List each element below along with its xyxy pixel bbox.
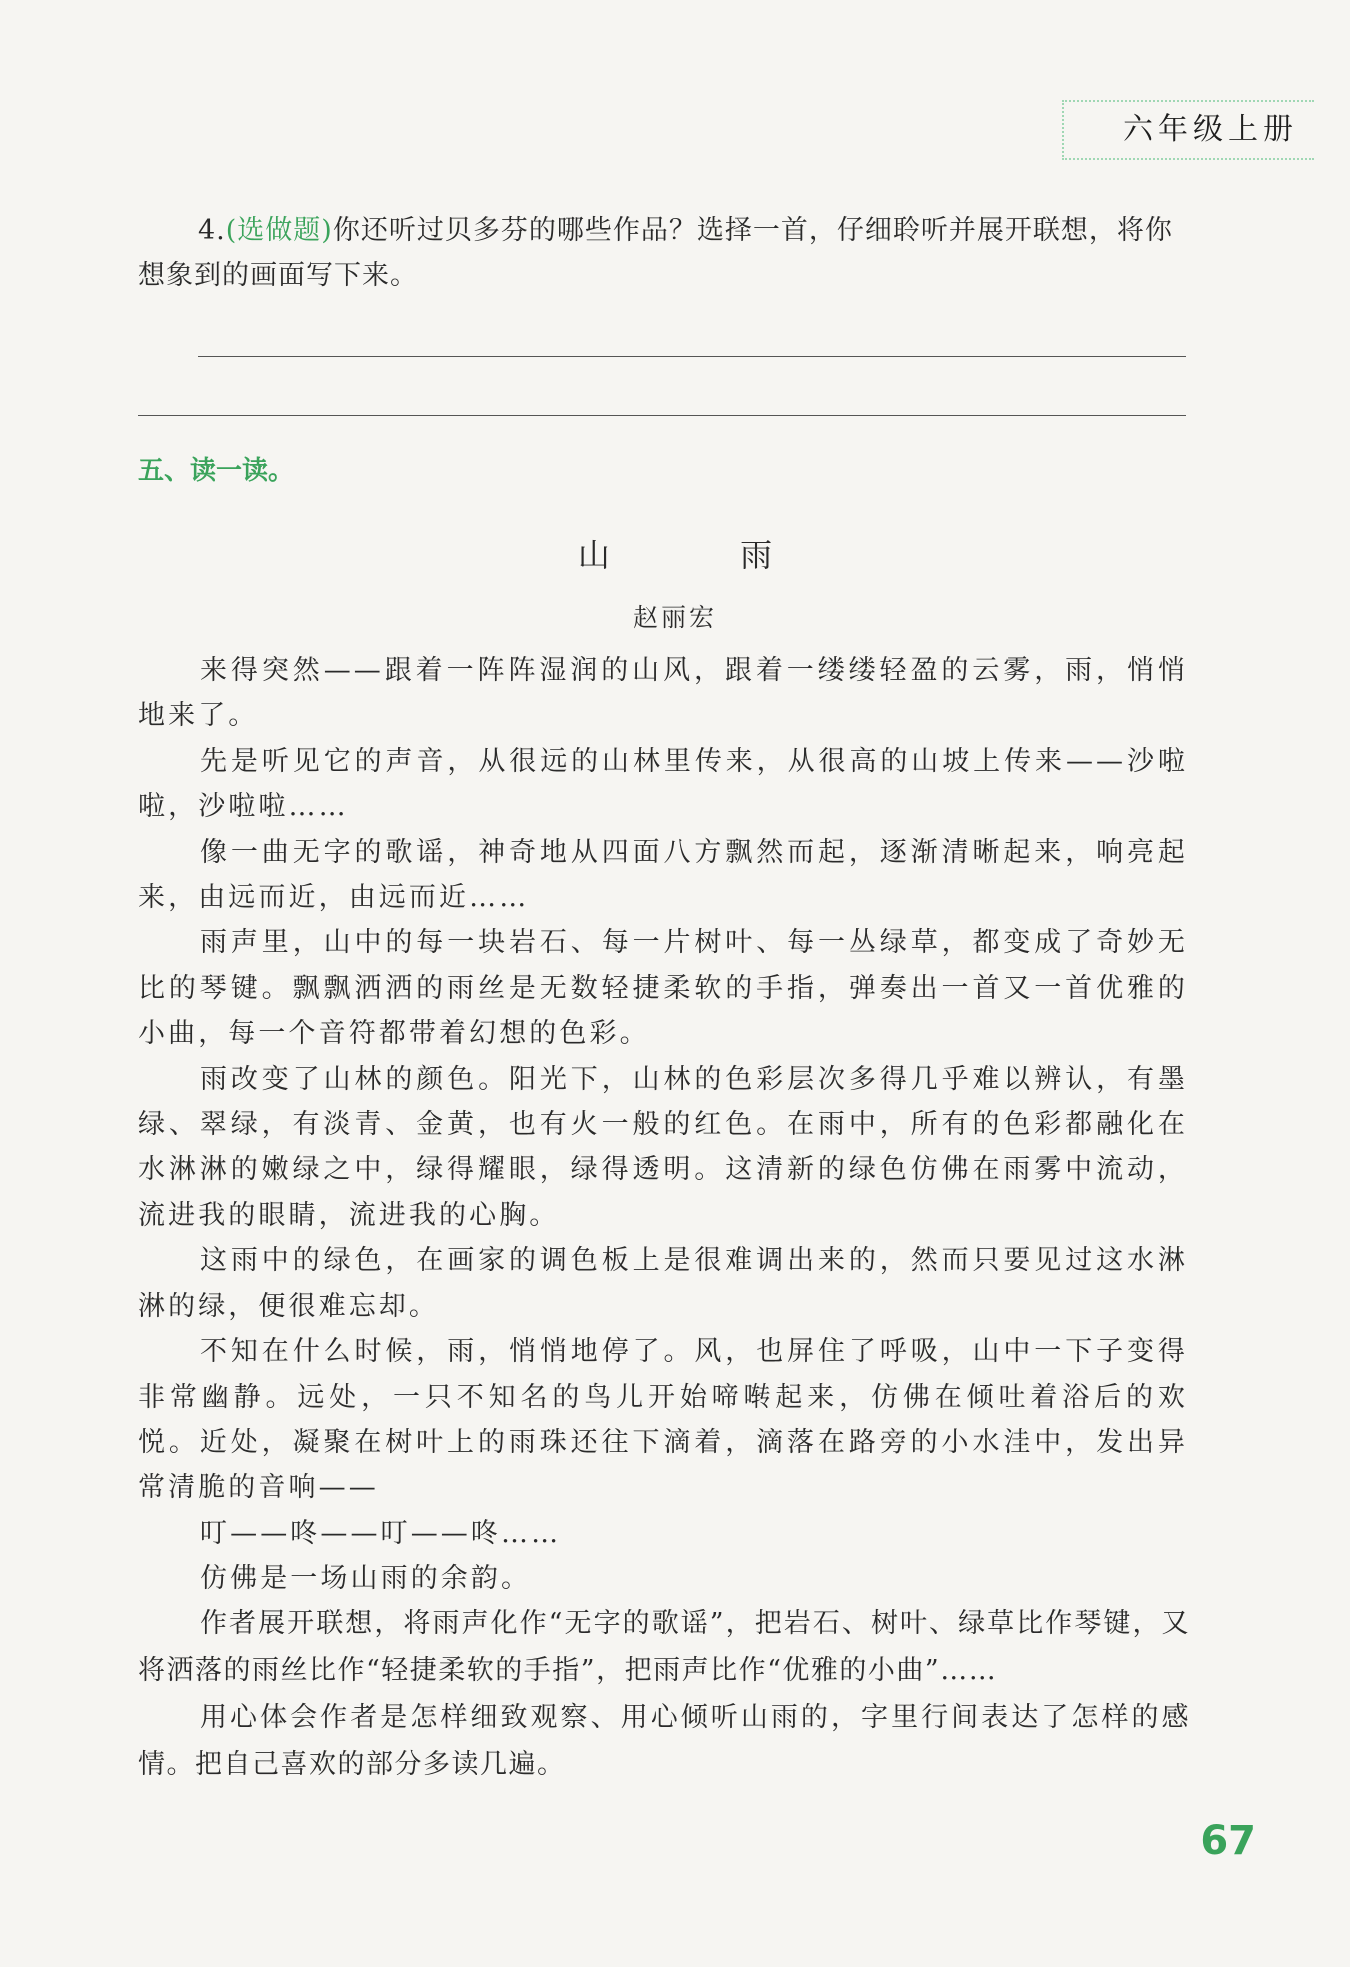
poem-paragraph: 像一曲无字的歌谣，神奇地从四面八方飘然而起，逐渐清晰起来，响亮起来，由远而近，由远而近…… xyxy=(138,836,1188,914)
reading-commentary xyxy=(138,1600,1190,1788)
answer-line-2[interactable] xyxy=(138,415,1186,416)
question-4 xyxy=(138,208,1198,298)
grade-label: 六年级上册 xyxy=(1123,112,1298,147)
poem-title: 山 雨 xyxy=(577,536,833,574)
poem-body xyxy=(138,648,1188,1602)
page-number: 67 xyxy=(1200,1818,1256,1864)
section-5-title: 五、读一读。 xyxy=(138,456,295,486)
commentary-paragraph: 作者展开联想，将雨声化作“无字的歌谣”，把岩石、树叶、绿草比作琴键，又将洒落的雨丝比作“轻捷柔软的手指”，把雨声比作“优雅的小曲”…… xyxy=(138,1608,1190,1686)
poem-paragraph: 雨改变了山林的颜色。阳光下，山林的色彩层次多得几乎难以辨认，有墨绿、翠绿，有淡青、金黄，也有火一般的红色。在雨中，所有的色彩都融化在水淋淋的嫩绿之中，绿得耀眼，绿得透明。这清新的绿色仿佛在雨雾中流动，流进我的眼睛，流进我的心胸。 xyxy=(138,1063,1188,1231)
poem-author: 赵丽宏 xyxy=(632,603,717,632)
poem-paragraph: 这雨中的绿色，在画家的调色板上是很难调出来的，然而只要见过这水淋淋的绿，便很难忘却。 xyxy=(138,1245,1188,1322)
answer-line-1[interactable] xyxy=(198,356,1186,357)
poem-paragraph: 叮——咚——叮——咚…… xyxy=(200,1517,562,1549)
optional-question-tag: (选做题) xyxy=(225,215,333,246)
poem-paragraph: 仿佛是一场山雨的余韵。 xyxy=(200,1563,532,1595)
commentary-paragraph: 用心体会作者是怎样细致观察、用心倾听山雨的，字里行间表达了怎样的感情。把自己喜欢的部分多读几遍。 xyxy=(138,1702,1190,1780)
poem-paragraph: 不知在什么时候，雨，悄悄地停了。风，也屏住了呼吸，山中一下子变得非常幽静。远处，一只不知名的鸟儿开始啼啭起来，仿佛在倾吐着浴后的欢悦。近处，凝聚在树叶上的雨珠还往下滴着，滴落在路旁的小水洼中，发出异常清脆的音响—— xyxy=(138,1336,1188,1504)
question-4-number: 4. xyxy=(198,215,226,246)
poem-paragraph: 来得突然——跟着一阵阵湿润的山风，跟着一缕缕轻盈的云雾，雨，悄悄地来了。 xyxy=(138,655,1188,732)
poem-paragraph: 先是听见它的声音，从很远的山林里传来，从很高的山坡上传来——沙啦啦，沙啦啦…… xyxy=(138,745,1188,823)
poem-paragraph: 雨声里，山中的每一块岩石、每一片树叶、每一丛绿草，都变成了奇妙无比的琴键。飘飘洒洒的雨丝是无数轻捷柔软的手指，弹奏出一首又一首优雅的小曲，每一个音符都带着幻想的色彩。 xyxy=(138,927,1188,1050)
question-4-text: 你还听过贝多芬的哪些作品？选择一首，仔细聆听并展开联想，将你想象到的画面写下来。 xyxy=(138,215,1173,291)
